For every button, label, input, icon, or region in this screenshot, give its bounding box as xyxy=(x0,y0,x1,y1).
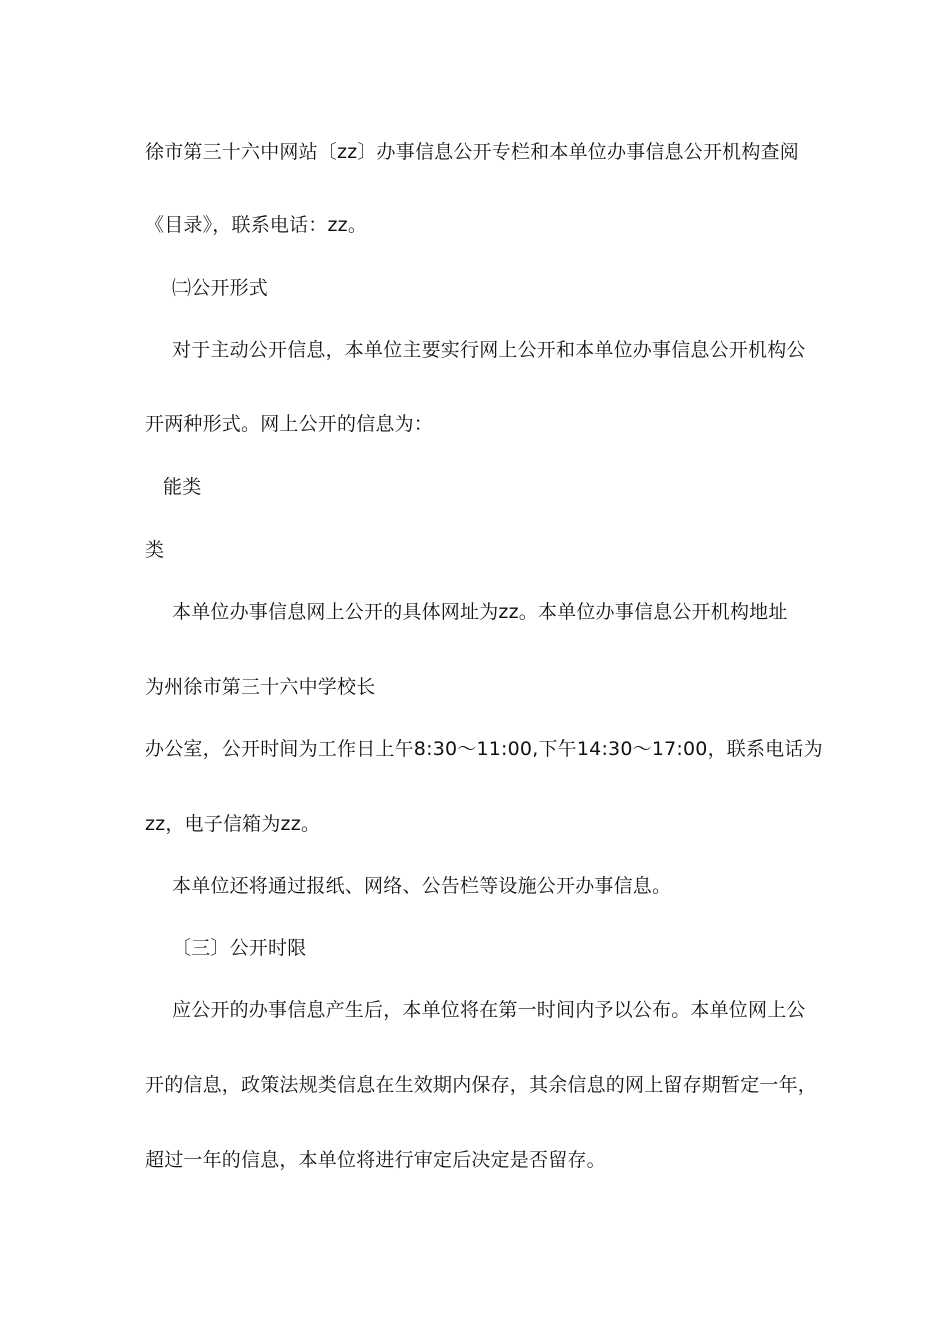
paragraph-line-2: 《目录》，联系电话：zz。 xyxy=(145,214,368,236)
paragraph-line-9: 为州徐市第三十六中学校长 xyxy=(145,676,376,698)
paragraph-line-11: zz，电子信箱为zz。 xyxy=(145,813,321,835)
section-heading-2: ㈡公开形式 xyxy=(172,277,269,299)
paragraph-line-15: 开的信息，政策法规类信息在生效期内保存，其余信息的网上留存期暂定一年， xyxy=(145,1074,818,1096)
paragraph-line-14: 应公开的办事信息产生后，本单位将在第一时间内予以公布。本单位网上公 xyxy=(172,999,806,1021)
paragraph-line-1: 徐市第三十六中网站〔zz〕办事信息公开专栏和本单位办事信息公开机构查阅 xyxy=(145,141,799,163)
paragraph-line-4: 对于主动公开信息，本单位主要实行网上公开和本单位办事信息公开机构公 xyxy=(172,339,806,361)
fragment-line-7: 类 xyxy=(145,539,165,561)
paragraph-line-5: 开两种形式。网上公开的信息为： xyxy=(145,413,434,435)
paragraph-line-8: 本单位办事信息网上公开的具体网址为zz。本单位办事信息公开机构地址 xyxy=(172,601,788,623)
paragraph-line-12: 本单位还将通过报纸、网络、公告栏等设施公开办事信息。 xyxy=(172,875,672,897)
paragraph-line-10: 办公室，公开时间为工作日上午8:30～11:00,下午14:30～17:00，联系电话为 xyxy=(145,738,823,760)
paragraph-line-16: 超过一年的信息，本单位将进行审定后决定是否留存。 xyxy=(145,1149,606,1171)
fragment-line-6: 能类 xyxy=(163,476,202,498)
section-heading-3: 〔三〕公开时限 xyxy=(172,937,307,959)
